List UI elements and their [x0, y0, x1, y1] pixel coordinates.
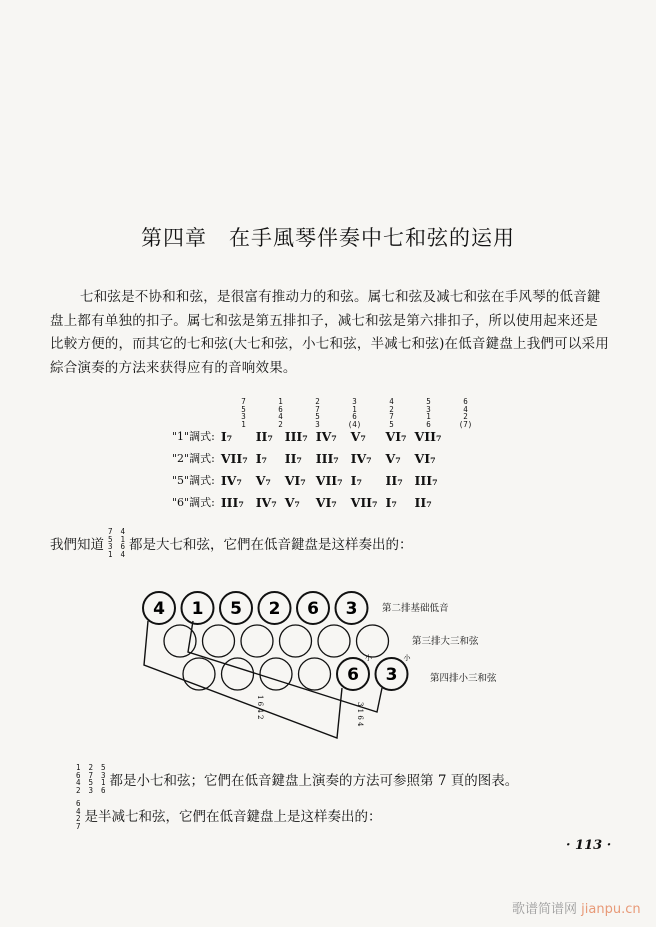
major-seventh-line: [50, 528, 413, 558]
row3-label: 第四排小三和弦: [430, 673, 497, 684]
chord-note: (7): [458, 419, 473, 429]
major-seventh-prefix: 我們知道: [50, 537, 104, 553]
chord-note: (4): [347, 419, 362, 429]
chord-degree: I₇: [255, 450, 268, 466]
chord-note: 7: [76, 821, 81, 831]
chord-degree: V₇: [385, 450, 401, 466]
chord-note: 6: [463, 397, 468, 406]
bass-button: [280, 625, 312, 657]
chord-note: 6: [101, 785, 106, 795]
chord-stack: [447, 398, 484, 428]
button-note: 6: [347, 665, 359, 685]
chord-stack: [89, 764, 94, 794]
chord-stack: [225, 398, 262, 428]
chord-stack: [76, 764, 81, 794]
chord-degree: III₇: [414, 472, 438, 488]
chord-note: 3: [88, 785, 94, 795]
chord-note: 1: [352, 404, 357, 414]
chord-note: 6: [120, 542, 126, 551]
chord-degree: IV₇: [255, 494, 277, 510]
key-row: [168, 469, 445, 491]
button-note: 4: [153, 599, 165, 619]
half-diminished-line: [72, 800, 382, 830]
bass-button: [222, 658, 254, 690]
chord-stack: [76, 800, 81, 830]
chord-note: 4: [120, 549, 126, 559]
chord-note: 5: [426, 397, 431, 406]
chord-degree: II₇: [284, 450, 302, 466]
button-note: 2: [268, 599, 281, 619]
chord-note: 2: [315, 397, 320, 406]
chord-stack: [336, 398, 373, 428]
bass-button: [299, 658, 331, 690]
chord-note: 5: [88, 778, 94, 787]
chapter-title: 第四章 在手風琴伴奏中七和弦的运用: [141, 226, 515, 250]
chord-note: 4: [120, 527, 126, 536]
button-note: 5: [230, 599, 242, 619]
key-label: "5"調式:: [172, 474, 215, 487]
intro-paragraph: 七和弦是不协和和弦，是很富有推动力的和弦。属七和弦及减七和弦在手风琴的低音鍵盘上都有单独的扣子。属七和弦是第五排扣子，减七和弦是第六排扣子，所以使用起来还是比較方便的，而其它的七和弦(大七和弦，小七和弦，半减七和弦)在低音鍵盘上我們可以采用綜合演奏的方法来获得应有的音响效果。: [50, 289, 609, 376]
chord-degree: I₇: [385, 494, 397, 510]
chord-columns: [225, 398, 484, 428]
watermark: [512, 898, 641, 917]
chord-degree: IV₇: [350, 450, 372, 466]
chord-degree: I₇: [220, 428, 233, 444]
chord-degree: VII₇: [350, 494, 378, 510]
chord-note: 6: [352, 412, 357, 421]
chord-note: 2: [76, 814, 81, 823]
chord-stack: [121, 528, 126, 558]
chord-note: 1: [120, 534, 126, 544]
chord-label: 1 6 4 2: [256, 695, 264, 720]
chord-stack: [373, 398, 410, 428]
chord-degree: VII₇: [220, 450, 248, 466]
chord-degree: I₇: [350, 472, 362, 488]
chord-degree: VI₇: [385, 428, 407, 444]
chord-note: 2: [463, 412, 468, 421]
chord-degree: II₇: [255, 428, 273, 444]
chord-note: 5: [241, 404, 246, 414]
chord-degree: III₇: [284, 428, 308, 444]
minor-mark: 小: [403, 654, 411, 662]
chord-degree: VI₇: [315, 494, 337, 510]
chord-degree: VI₇: [284, 472, 306, 488]
half-diminished-text: 是半减七和弦，它們在低音鍵盘上是这样奏出的：: [84, 809, 382, 825]
bass-button: [357, 625, 389, 657]
chord-note: 7: [315, 404, 320, 414]
chord-degree: III₇: [315, 450, 339, 466]
chord-note: 1: [426, 412, 431, 421]
chord-note: 4: [278, 412, 283, 421]
chord-note: 4: [463, 404, 468, 414]
chord-degree: V₇: [255, 472, 271, 488]
minor-seventh-text: 都是小七和弦；它們在低音鍵盘上演奏的方法可参照第 7 頁的图表。: [109, 773, 519, 789]
key-table: [168, 425, 445, 513]
chord-note: 7: [389, 412, 394, 421]
chord-note: 4: [76, 778, 81, 787]
chord-note: 7: [88, 770, 94, 780]
chord-note: 3: [426, 404, 431, 414]
chord-note: 4: [76, 806, 81, 816]
watermark-cn: 歌谱简谱网: [512, 902, 578, 917]
chord-note: 1: [278, 397, 283, 406]
connector-line: [144, 621, 342, 738]
bass-button: [241, 625, 273, 657]
chord-note: 7: [108, 527, 113, 536]
button-note: 3: [385, 665, 398, 685]
chord-note: 5: [389, 419, 394, 429]
chord-degree: II₇: [414, 494, 432, 510]
button-note: 3: [345, 599, 358, 619]
chord-note: 2: [278, 419, 283, 429]
chord-note: 2: [88, 763, 94, 772]
minor-mark: 小: [365, 654, 372, 662]
chord-note: 6: [76, 799, 81, 808]
chord-note: 6: [76, 770, 81, 780]
key-row: [168, 447, 445, 469]
bass-button: [260, 658, 292, 690]
key-label: "2"調式:: [172, 452, 215, 465]
key-row: [168, 425, 445, 447]
chord-stack: [262, 398, 299, 428]
minor-seventh-line: [72, 764, 518, 794]
chord-note: 1: [108, 549, 113, 559]
chord-note: 5: [315, 412, 320, 421]
chord-degree: II₇: [385, 472, 403, 488]
chord-degree: IV₇: [220, 472, 242, 488]
key-label: "1"調式:: [172, 430, 215, 443]
key-row: [168, 491, 445, 513]
chord-note: 2: [389, 404, 394, 414]
chord-note: 3: [315, 419, 320, 429]
chord-degree: VI₇: [414, 450, 436, 466]
bass-button: [203, 625, 235, 657]
chord-note: 3: [101, 770, 106, 780]
chord-degree: V₇: [284, 494, 300, 510]
chord-note: 5: [101, 763, 106, 772]
chord-note: 6: [278, 404, 283, 414]
bass-button: [318, 625, 350, 657]
major-seventh-suffix: 都是大七和弦，它們在低音鍵盘是这样奏出的：: [129, 537, 413, 553]
watermark-url: jianpu.cn: [581, 902, 641, 917]
chord-note: 4: [389, 397, 394, 406]
chord-label: 3 1 6 4: [356, 702, 364, 727]
page-number: · 113 ·: [566, 838, 612, 853]
chord-note: 5: [108, 534, 113, 544]
bass-keyboard-diagram: [120, 580, 540, 750]
chord-stack: [410, 398, 447, 428]
chord-note: 3: [241, 412, 246, 421]
chord-note: 1: [241, 419, 246, 429]
chord-note: 3: [108, 542, 113, 551]
chord-note: 1: [101, 778, 106, 787]
chord-degree: V₇: [350, 428, 366, 444]
chord-degree: III₇: [220, 494, 244, 510]
chord-degree: VII₇: [315, 472, 343, 488]
chord-stack: [101, 764, 106, 794]
key-label: "6"調式:: [172, 496, 215, 509]
row1-label: 第二排基础低音: [382, 603, 449, 614]
chord-degree: VII₇: [414, 428, 442, 444]
chord-note: 2: [76, 785, 81, 795]
chord-stack: [299, 398, 336, 428]
chord-note: 6: [426, 419, 431, 429]
chord-stack: [108, 528, 113, 558]
chord-note: 3: [352, 397, 357, 406]
row2-label: 第三排大三和弦: [412, 636, 479, 647]
chord-degree: IV₇: [315, 428, 337, 444]
button-note: 6: [307, 599, 319, 619]
chord-note: 1: [76, 763, 81, 772]
button-note: 1: [191, 599, 204, 619]
chord-note: 7: [241, 397, 246, 406]
